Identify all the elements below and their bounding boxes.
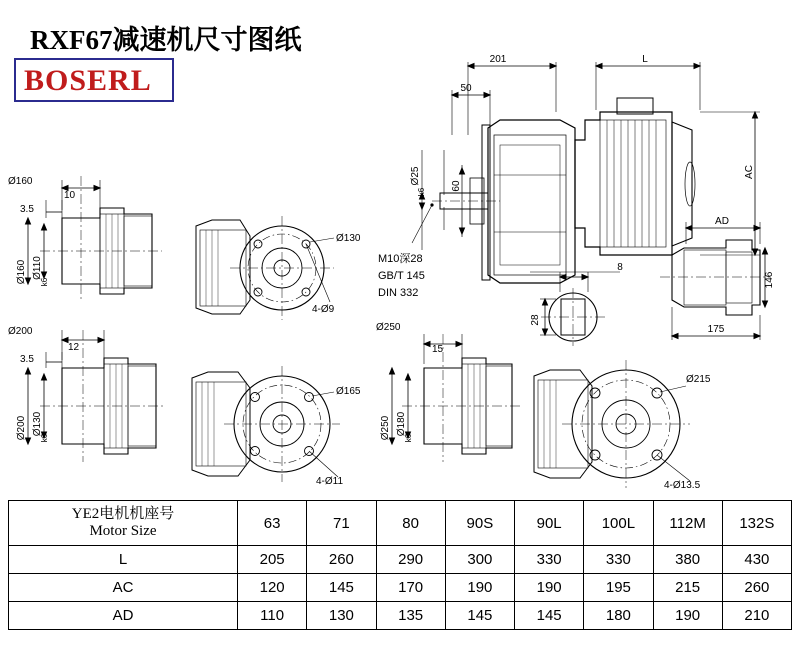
holes-9-label: 4-Ø9 (312, 304, 335, 315)
table-cell: 195 (584, 574, 653, 602)
table-cell: 300 (445, 546, 514, 574)
dim-15-label: 15 (432, 344, 444, 355)
dimensions-table (8, 500, 792, 630)
table-cell: 380 (653, 546, 722, 574)
table-header-motor-size (9, 501, 238, 546)
table-cell: 260 (722, 574, 791, 602)
dia-160-top-label: Ø160 (8, 176, 33, 187)
holes-13-5-label: 4-Ø13.5 (664, 480, 701, 491)
table-row (9, 602, 792, 630)
dim-175-label: 175 (707, 324, 725, 335)
table-header-row (9, 501, 792, 546)
holes-11-label: 4-Ø11 (316, 476, 344, 487)
motor-size-cell: 90S (445, 501, 514, 546)
table-cell: 190 (653, 602, 722, 630)
table-cell: 215 (653, 574, 722, 602)
table-cell: 190 (445, 574, 514, 602)
table-cell: 170 (376, 574, 445, 602)
table-row (9, 546, 792, 574)
dim-3-5-b-label: 3.5 (20, 354, 34, 365)
dia-180-label: Ø180 (396, 411, 407, 437)
dia-110-label: Ø110 (32, 256, 43, 280)
motor-size-cell: 63 (238, 501, 307, 546)
table-cell: 120 (238, 574, 307, 602)
table-cell: 145 (445, 602, 514, 630)
motor-size-cell: 132S (722, 501, 791, 546)
row-label: AC (9, 574, 238, 602)
dim-60-label: 60 (451, 180, 462, 192)
row-label: AD (9, 602, 238, 630)
dim-146-label: 146 (764, 271, 775, 289)
table-cell: 205 (238, 546, 307, 574)
motor-size-cell: 90L (515, 501, 584, 546)
dia-180-tolerance-label: k6 (404, 433, 413, 443)
dia-110-tolerance-label: k6 (40, 277, 49, 287)
dim-10-label: 10 (64, 190, 76, 201)
dim-3-5-label: 3.5 (20, 204, 34, 215)
table-cell: 260 (307, 546, 376, 574)
dim-AD-label: AD (715, 216, 729, 227)
table-cell: 130 (307, 602, 376, 630)
dia-130-tolerance-label: k6 (40, 433, 49, 443)
page-title: RXF67减速机尺寸图纸 (30, 25, 302, 55)
dim-L-label: L (642, 54, 648, 65)
header-line-cn: YE2电机机座号 (71, 506, 175, 522)
dia-215-label: Ø215 (686, 374, 711, 385)
thread-note-line3: DIN 332 (378, 287, 419, 299)
motor-size-cell: 71 (307, 501, 376, 546)
dia-200-top-label: Ø200 (8, 326, 33, 337)
dim-50-label: 50 (460, 83, 472, 94)
dia-250-top-label: Ø250 (376, 322, 401, 333)
header-line-en: Motor Size (89, 523, 157, 539)
table-cell: 330 (515, 546, 584, 574)
table-cell: 145 (515, 602, 584, 630)
dia-25-tolerance-label: k6 (417, 187, 426, 197)
dia-130-left-label: Ø130 (32, 411, 43, 437)
table-cell: 430 (722, 546, 791, 574)
dia-200-left-label: Ø200 (16, 415, 27, 441)
table-cell: 145 (307, 574, 376, 602)
dim-28-label: 28 (530, 314, 541, 326)
thread-note-line2: GB/T 145 (378, 270, 425, 282)
table-cell: 110 (238, 602, 307, 630)
table-row (9, 574, 792, 602)
row-label: L (9, 546, 238, 574)
dia-160-left-label: Ø160 (16, 259, 27, 285)
motor-size-cell: 112M (653, 501, 722, 546)
dia-165-label: Ø165 (336, 386, 361, 397)
table-cell: 135 (376, 602, 445, 630)
dia-130-label: Ø130 (336, 233, 361, 244)
dim-12-label: 12 (68, 342, 80, 353)
thread-note-line1: M10深28 (378, 253, 423, 265)
logo-text: BOSERL (24, 64, 152, 97)
table-cell: 210 (722, 602, 791, 630)
table-cell: 190 (515, 574, 584, 602)
dim-201-label: 201 (489, 54, 507, 65)
motor-size-cell: 80 (376, 501, 445, 546)
dim-8-label: 8 (617, 262, 623, 273)
dia-25-label: Ø25 (410, 166, 421, 186)
dia-250-left-label: Ø250 (380, 415, 391, 441)
table-cell: 330 (584, 546, 653, 574)
table-cell: 180 (584, 602, 653, 630)
table-cell: 290 (376, 546, 445, 574)
dim-AC-label: AC (744, 165, 755, 179)
motor-size-cell: 100L (584, 501, 653, 546)
